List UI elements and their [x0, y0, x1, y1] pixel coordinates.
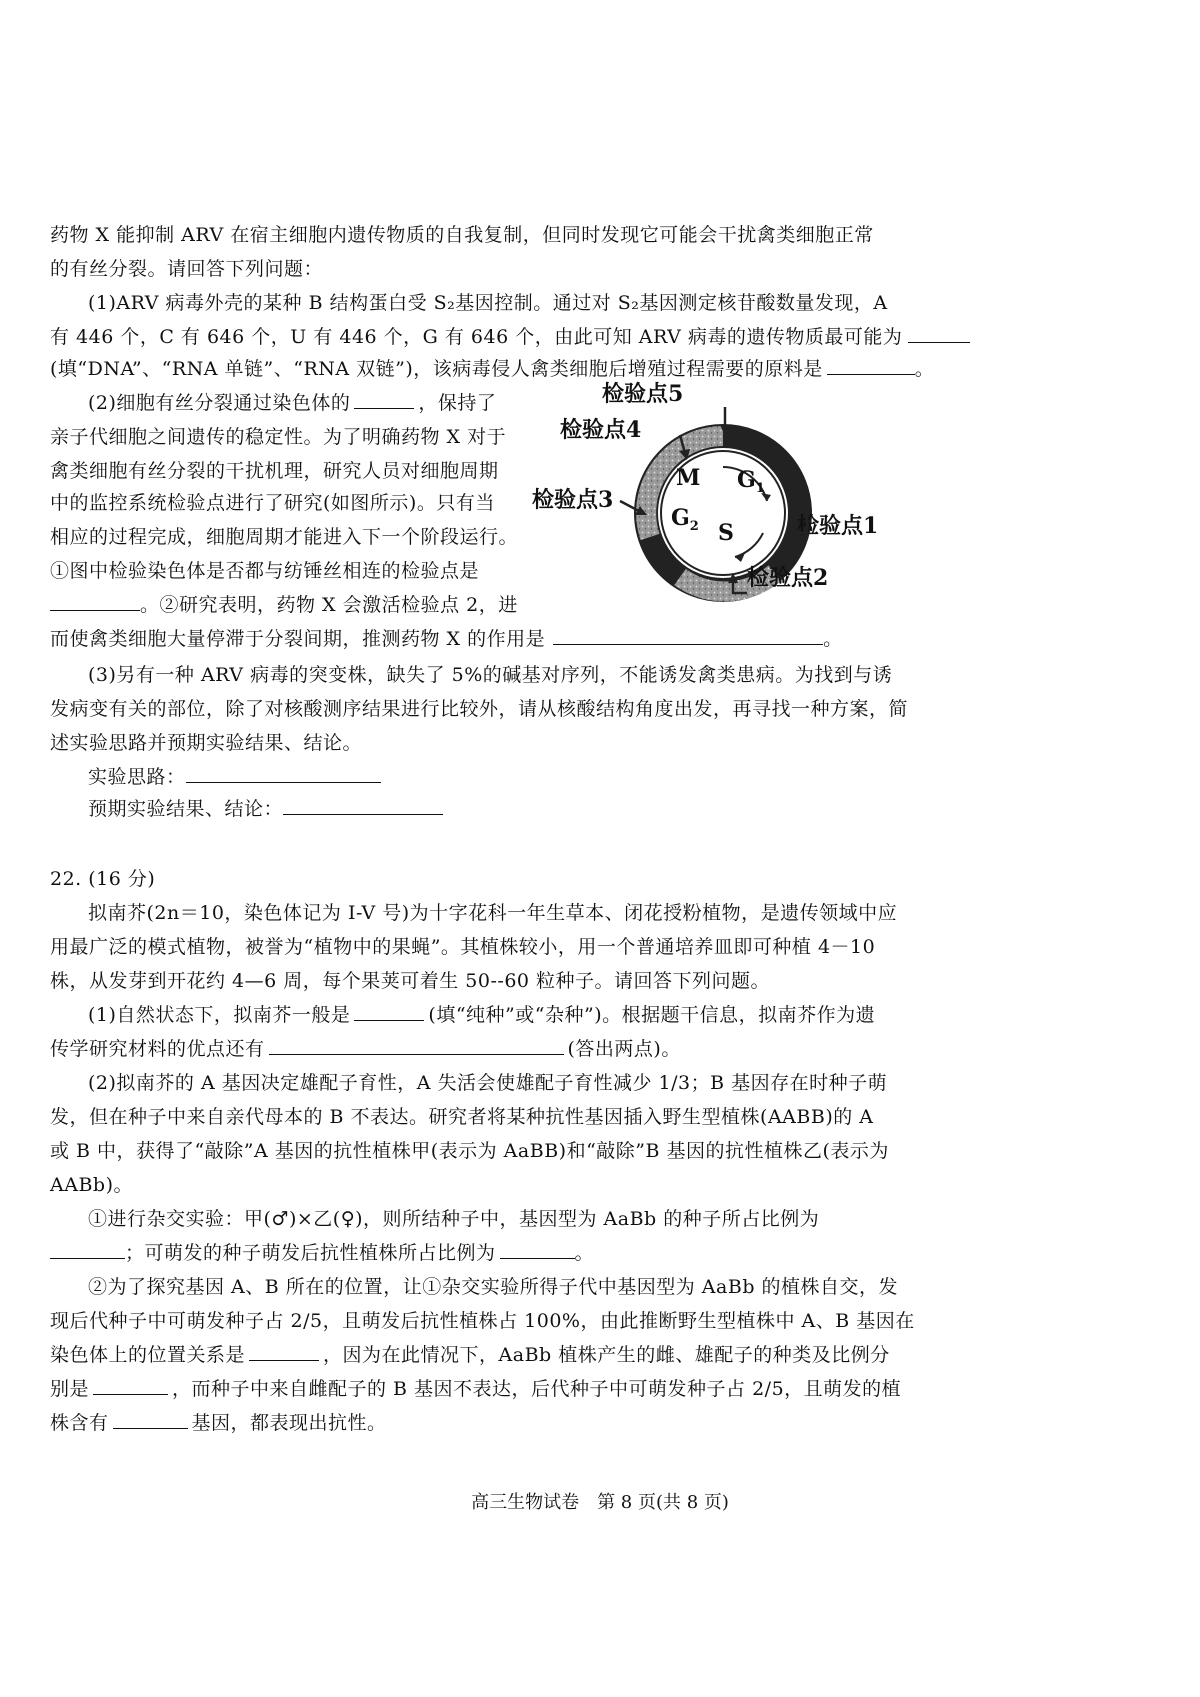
q22-c2-text-3a: 染色体上的位置关系是	[50, 1344, 246, 1366]
q2-text-1b: ，保持了	[418, 392, 497, 414]
checkpoint-3-label: 检验点3	[532, 487, 614, 513]
answer-blank[interactable]	[249, 1342, 319, 1361]
q3-result-label: 预期实验结果、结论：	[88, 798, 284, 820]
q22-c2-line-1: ②为了探究基因 A、B 所在的位置，让①杂交实验所得子代中基因型为 AaBb 的植株自交，发	[88, 1276, 899, 1298]
q2-text-8: 而使禽类细胞大量停滞于分裂间期，推测药物 X 的作用是	[50, 628, 546, 650]
phase-m-label: M	[676, 465, 701, 491]
answer-blank[interactable]	[908, 324, 970, 343]
q22-s1-text-d: (答出两点)。	[567, 1038, 681, 1060]
q22-s2-line-1: (2)拟南芥的 A 基因决定雄配子育性，A 失活会使雄配子育性减少 1/3；B 基因存在时种子萌	[88, 1072, 888, 1094]
phase-s-label: S	[718, 520, 734, 546]
q22-c1-text-c: 。	[574, 1242, 595, 1264]
q22-c1-line-1: ①进行杂交实验：甲(♂)×乙(♀)，则所结种子中，基因型为 AaBb 的种子所占比例为	[88, 1208, 820, 1230]
q22-s1-text-a: (1)自然状态下，拟南芥一般是	[88, 1004, 351, 1026]
intro-line-1: 药物 X 能抑制 ARV 在宿主细胞内遗传物质的自我复制，但同时发现它可能会干扰禽类细胞正常	[50, 224, 874, 246]
checkpoint-4-label: 检验点4	[560, 417, 642, 443]
answer-blank[interactable]	[93, 1376, 168, 1395]
q2-line-1	[88, 390, 496, 416]
q3-line-1: (3)另有一种 ARV 病毒的突变株，缺失了 5%的碱基对序列，不能诱发禽类患病。为找到与诱	[88, 664, 893, 686]
q1-line-2	[50, 324, 970, 350]
page-footer: 高三生物试卷 第 8 页(共 8 页)	[471, 1492, 729, 1513]
q2-line-3: 禽类细胞有丝分裂的干扰机理，研究人员对细胞周期	[50, 460, 499, 482]
q22-s1-text-b: (填“纯种”或“杂种”)。根据题干信息，拟南芥作为遗	[428, 1004, 876, 1026]
answer-blank[interactable]	[113, 1410, 188, 1429]
q22-c1-text-b: ；可萌发的种子萌发后抗性植株所占比例为	[125, 1242, 496, 1264]
q22-p1: 拟南芥(2n＝10，染色体记为 I-V 号)为十字花科一年生草本、闭花授粉植物，是遗传领域中应	[88, 902, 898, 924]
q22-c2-line-2: 现后代种子中可萌发种子占 2/5，且萌发后抗性植株占 100%，由此推断野生型植株中 A、B 基因在	[50, 1310, 915, 1332]
answer-blank[interactable]	[827, 356, 915, 375]
q1-line-3	[50, 356, 934, 382]
phase-g2-label: $G_2$	[671, 505, 699, 534]
q22-c2-line-5	[50, 1410, 387, 1436]
q22-c2-text-4b: ，而种子中来自雌配子的 B 基因不表达，后代种子中可萌发种子占 2/5，且萌发的植	[172, 1378, 902, 1400]
q3-idea-label: 实验思路：	[88, 766, 186, 788]
q22-heading: 22. (16 分)	[50, 868, 156, 890]
cell-cycle-diagram	[532, 381, 895, 645]
answer-blank[interactable]	[354, 390, 414, 409]
q2-line-2: 亲子代细胞之间遗传的稳定性。为了明确药物 X 对于	[50, 426, 507, 448]
q2-line-6: ①图中检验染色体是否都与纺锤丝相连的检验点是	[50, 560, 480, 582]
answer-blank[interactable]	[50, 1240, 125, 1259]
checkpoint-5-label: 检验点5	[602, 381, 684, 407]
q22-s1-line-1	[88, 1002, 875, 1028]
q22-p3: 株，从发芽到开花约 4—6 周，每个果荚可着生 50--60 粒种子。请回答下列问题。	[50, 970, 771, 992]
q22-s2-line-2: 发，但在种子中来自亲代母本的 B 不表达。研究者将某种抗性基因插入野生型植株(AABB)的 A	[50, 1106, 874, 1128]
checkpoint-2-label: 检验点2	[747, 565, 829, 591]
q22-s1-text-c: 传学研究材料的优点还有	[50, 1038, 265, 1060]
q3-line-3: 述实验思路并预期实验结果、结论。	[50, 732, 363, 754]
q22-p2: 用最广泛的模式植物，被誉为“植物中的果蝇”。其植株较小，用一个普通培养皿即可种植 4－10	[50, 936, 876, 958]
answer-blank[interactable]	[500, 1240, 575, 1259]
q22-c2-text-4a: 别是	[50, 1378, 90, 1400]
q1-text-3-end: 。	[914, 358, 935, 380]
q22-c2-text-5b: 基因，都表现出抗性。	[191, 1412, 387, 1434]
q22-c2-text-5a: 株含有	[50, 1412, 109, 1434]
answer-blank[interactable]	[283, 796, 443, 815]
phase-g1-label: $G_1$	[737, 467, 765, 496]
intro-line-2: 的有丝分裂。请回答下列问题：	[50, 258, 324, 280]
q22-s1-line-2	[50, 1036, 681, 1062]
q2-line-5: 相应的过程完成，细胞周期才能进入下一个阶段运行。	[50, 526, 519, 548]
q2-line-4: 中的监控系统检验点进行了研究(如图所示)。只有当	[50, 492, 495, 514]
q22-c2-line-3	[50, 1342, 890, 1368]
q2-text-1a: (2)细胞有丝分裂通过染色体的	[88, 392, 351, 414]
q3-result	[88, 796, 443, 822]
answer-blank[interactable]	[269, 1036, 564, 1055]
q2-line-7	[50, 592, 518, 618]
q1-line-1: (1)ARV 病毒外壳的某种 B 结构蛋白受 S₂基因控制。通过对 S₂基因测定核苷酸数量发现，A	[88, 292, 888, 314]
q22-c2-text-3b: ，因为在此情况下，AaBb 植株产生的雌、雄配子的种类及比例分	[323, 1344, 890, 1366]
checkpoint-1-label: 检验点1	[797, 513, 879, 539]
answer-blank[interactable]	[50, 592, 140, 611]
q1-text-2: 有 446 个，C 有 646 个，U 有 446 个，G 有 646 个，由此可知 ARV 病毒的遗传物质最可能为	[50, 326, 903, 348]
answer-blank[interactable]	[186, 764, 381, 783]
q3-idea	[88, 764, 381, 790]
q22-s2-line-4: AABb)。	[50, 1174, 133, 1196]
q2-text-8-end: 。	[823, 628, 843, 650]
q22-c2-line-4	[50, 1376, 901, 1402]
q22-s2-line-3: 或 B 中，获得了“敲除”A 基因的抗性植株甲(表示为 AaBB)和“敲除”B 基因的抗性植株乙(表示为	[50, 1140, 889, 1162]
q1-text-3: (填“DNA”、“RNA 单链”、“RNA 双链”)，该病毒侵人禽类细胞后增殖过程需要的原料是	[50, 358, 823, 380]
answer-blank[interactable]	[354, 1002, 424, 1021]
q3-line-2: 发病变有关的部位，除了对核酸测序结果进行比较外，请从核酸结构角度出发，再寻找一种方案，简	[50, 698, 909, 720]
q2-text-7: 。②研究表明，药物 X 会激活检验点 2，进	[140, 594, 518, 616]
q22-c1-line-2	[50, 1240, 594, 1266]
